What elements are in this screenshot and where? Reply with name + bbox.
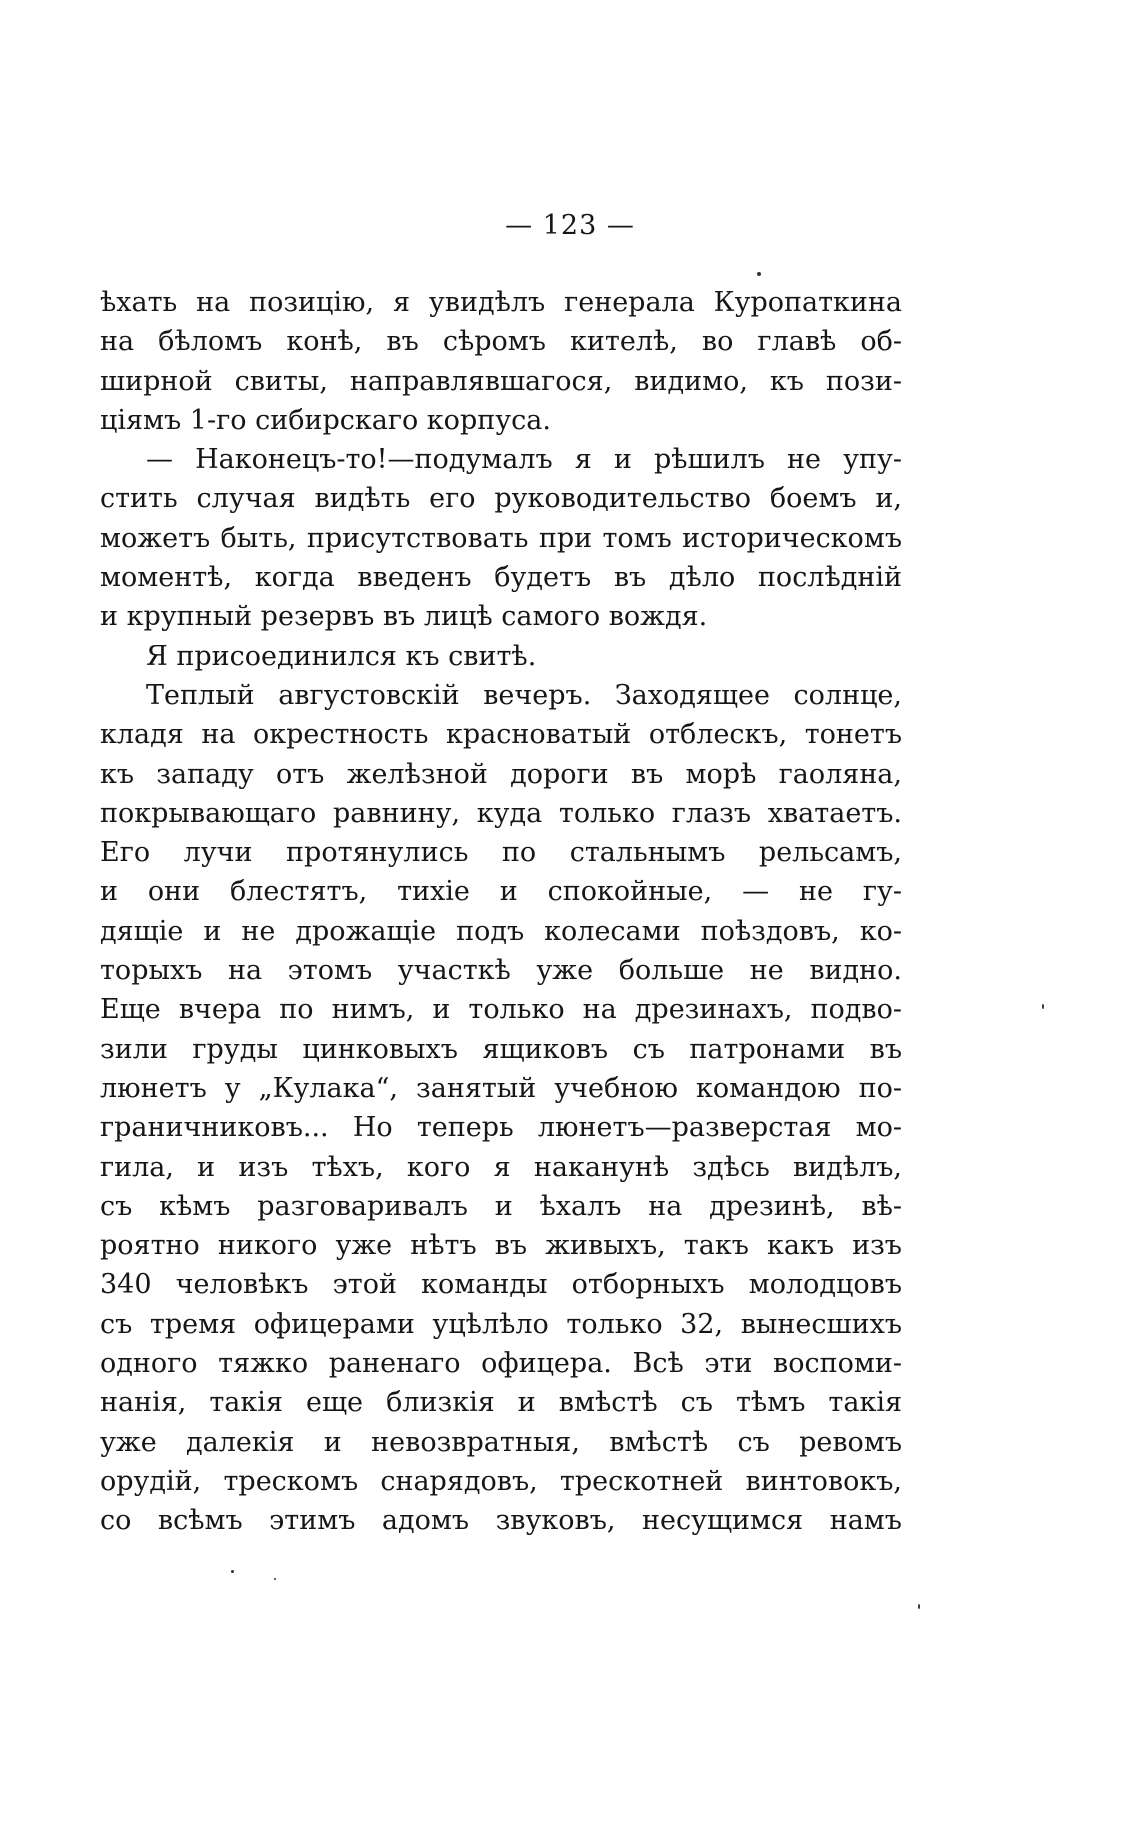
text-line: кладя на окрестность красноватый отблескъ, тонетъ bbox=[100, 719, 902, 751]
text-line: граничниковъ... Но теперь люнетъ—разверстая мо- bbox=[100, 1112, 902, 1144]
page-number: — 123 — bbox=[505, 210, 635, 241]
text-line: гила, и изъ тѣхъ, кого я наканунѣ здѣсь видѣлъ, bbox=[100, 1151, 902, 1183]
text-line: люнетъ у „Кулака“, занятый учебною командою по- bbox=[100, 1072, 902, 1104]
text-line: на бѣломъ конѣ, въ сѣромъ кителѣ, во главѣ об- bbox=[100, 326, 902, 358]
text-line: нанія, такія еще близкія и вмѣстѣ съ тѣмъ такія bbox=[100, 1387, 902, 1419]
text-line: — Наконецъ-то!—подумалъ я и рѣшилъ не упу- bbox=[146, 444, 902, 476]
text-line: одного тяжко раненаго офицера. Всѣ эти воспоми- bbox=[100, 1348, 902, 1380]
body-text bbox=[100, 283, 902, 1541]
text-line: съ кѣмъ разговаривалъ и ѣхалъ на дрезинѣ, вѣ- bbox=[100, 1190, 902, 1222]
text-line: Я присоединился къ свитѣ. bbox=[146, 640, 537, 672]
text-line: съ тремя офицерами уцѣлѣло только 32, вынесшихъ bbox=[100, 1308, 902, 1340]
text-line: и они блестятъ, тихіе и спокойные, — не гу- bbox=[100, 876, 902, 908]
text-line: дящіе и не дрожащіе подъ колесами поѣздовъ, ко- bbox=[100, 915, 902, 947]
text-line: Еще вчера по нимъ, и только на дрезинахъ, подво- bbox=[100, 994, 902, 1026]
text-line: и крупный резервъ въ лицѣ самого вождя. bbox=[100, 601, 708, 633]
text-line: покрывающаго равнину, куда только глазъ хватаетъ. bbox=[100, 797, 902, 829]
text-line: уже далекія и невозвратныя, вмѣстѣ съ ревомъ bbox=[100, 1426, 902, 1458]
text-line: торыхъ на этомъ участкѣ уже больше не видно. bbox=[100, 955, 902, 987]
text-line: стить случая видѣть его руководительство боемъ и, bbox=[100, 483, 902, 515]
print-speck bbox=[231, 1570, 234, 1573]
print-speck bbox=[918, 1604, 920, 1609]
print-speck bbox=[274, 1578, 276, 1580]
text-line: ціямъ 1-го сибирскаго корпуса. bbox=[100, 404, 551, 436]
text-line: роятно никого уже нѣтъ въ живыхъ, такъ какъ изъ bbox=[100, 1230, 902, 1262]
print-speck bbox=[1042, 1004, 1044, 1009]
text-line: можетъ быть, присутствовать при томъ историческомъ bbox=[100, 522, 902, 554]
text-line: орудій, трескомъ снарядовъ, трескотней винтовокъ, bbox=[100, 1465, 902, 1497]
text-line: ширной свиты, направлявшагося, видимо, къ пози- bbox=[100, 365, 902, 397]
text-line: Теплый августовскій вечеръ. Заходящее солнце, bbox=[146, 679, 902, 711]
text-line: со всѣмъ этимъ адомъ звуковъ, несущимся намъ bbox=[100, 1505, 902, 1537]
print-speck bbox=[757, 272, 761, 276]
text-line: зили груды цинковыхъ ящиковъ съ патронами въ bbox=[100, 1033, 902, 1065]
text-line: 340 человѣкъ этой команды отборныхъ молодцовъ bbox=[100, 1269, 902, 1301]
text-line: Его лучи протянулись по стальнымъ рельсамъ, bbox=[100, 837, 902, 869]
text-line: моментѣ, когда введенъ будетъ въ дѣло послѣдній bbox=[100, 562, 902, 594]
text-line: къ западу отъ желѣзной дороги въ морѣ гаоляна, bbox=[100, 758, 902, 790]
text-line: ѣхать на позицію, я увидѣлъ генерала Куропаткина bbox=[100, 287, 902, 318]
